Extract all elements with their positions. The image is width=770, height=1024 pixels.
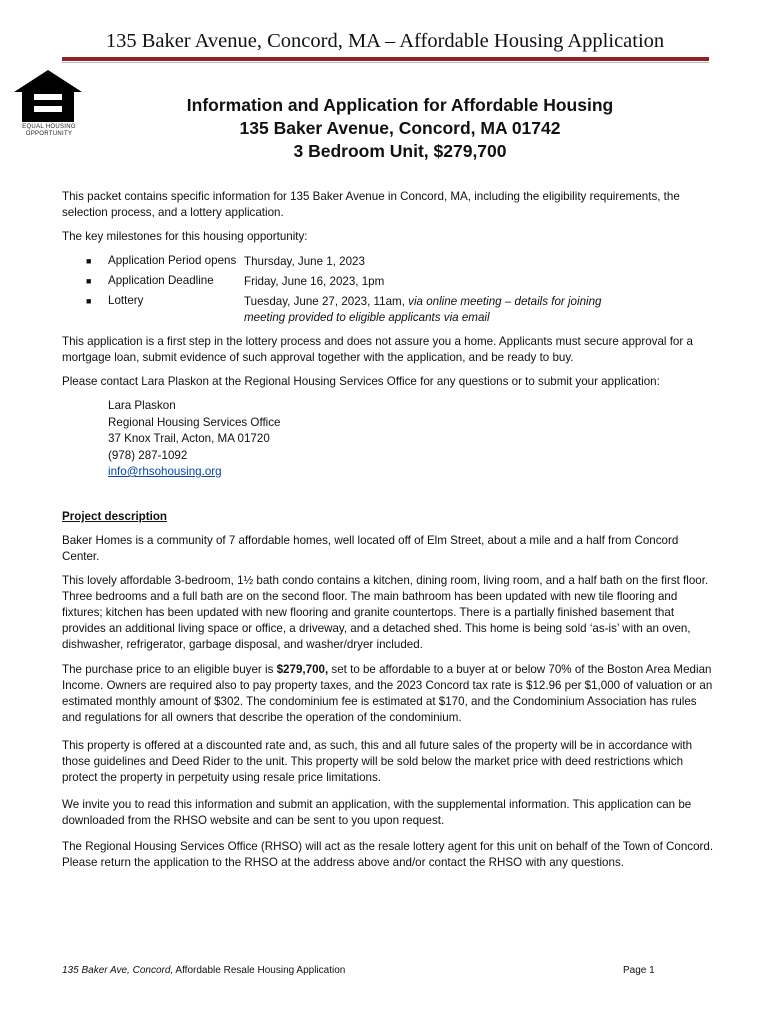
paragraph-invitation: We invite you to read this information and submit an application, with the supplemental information. This application can be downloaded from the RHSO website and can be sent to you upon request. bbox=[62, 798, 692, 827]
document-title bbox=[120, 94, 680, 163]
price-value: $279,700, bbox=[276, 663, 329, 676]
title-line-2: 135 Baker Avenue, Concord, MA 01742 bbox=[239, 118, 561, 138]
milestone-value: Thursday, June 1, 2023 bbox=[244, 255, 365, 268]
contact-block bbox=[108, 398, 281, 481]
section-heading: Project description bbox=[62, 510, 168, 523]
milestones-intro: The key milestones for this housing opportunity: bbox=[62, 230, 308, 243]
price-text-pre: The purchase price to an eligible buyer is bbox=[62, 663, 277, 676]
contact-phone: (978) 287-1092 bbox=[108, 448, 188, 462]
paragraph-rhso: The Regional Housing Services Office (RHSO) will act as the resale lottery agent for this unit on behalf of the Town of Concord. Please return the application to the RHSO at the address above and/or contact the RHSO with any questions. bbox=[62, 840, 714, 869]
first-step-paragraph: This application is a first step in the lottery process and does not assure you a home. Applicants must secure approval for a mortgage loan, submit evidence of such approval together with the application, and be ready to buy. bbox=[62, 335, 693, 364]
footer-title bbox=[62, 965, 345, 976]
logo-caption: EQUAL HOUSING OPPORTUNITY bbox=[22, 124, 76, 137]
paragraph-price bbox=[62, 662, 714, 726]
contact-name: Lara Plaskon bbox=[108, 399, 176, 412]
paragraph-deed-restriction: This property is offered at a discounted rate and, as such, this and all future sales of the property will be in accordance with those guidelines and Deed Rider to the unit. This property will be sold below the market price with deed restrictions which protect the property in perpetuity using resale price limitations. bbox=[62, 739, 693, 784]
contact-intro: Please contact Lara Plaskon at the Regional Housing Services Office for any questions or to submit your application: bbox=[62, 375, 660, 388]
lottery-details: via online meeting – details for joining meeting provided to eligible applicants via email bbox=[244, 295, 602, 324]
milestone-value: Friday, June 16, 2023, 1pm bbox=[244, 275, 385, 288]
title-line-3: 3 Bedroom Unit, $279,700 bbox=[293, 141, 507, 161]
title-line-1: Information and Application for Affordable Housing bbox=[186, 95, 614, 115]
footer-address: 135 Baker Ave, Concord, bbox=[62, 965, 174, 976]
price-text-post: set to be affordable to a buyer at or below 70% of the Boston Area Median Income. Owners are required also to pay property taxes, and the 2023 Concord tax rate is $12.96 per $1,000 of valuation or an estimated monthly amount of $302. The condominium fee is estimated at $170, and the Condominium Association has rules and regulations for all owners that describe the operation of the condominium. bbox=[62, 663, 713, 724]
header-divider bbox=[62, 57, 709, 61]
bullet-icon: ■ bbox=[86, 256, 92, 266]
contact-office: Regional Housing Services Office bbox=[108, 415, 281, 429]
header-divider-thin bbox=[62, 62, 709, 63]
page-number: Page 1 bbox=[623, 965, 655, 976]
milestone-value bbox=[244, 294, 614, 326]
footer-doc-name: Affordable Resale Housing Application bbox=[173, 965, 346, 976]
milestone-label: Application Period opens bbox=[108, 254, 237, 267]
paragraph-community: Baker Homes is a community of 7 affordable homes, well located off of Elm Street, about a mile and a half from Concord Center. bbox=[62, 534, 679, 563]
bullet-icon: ■ bbox=[86, 296, 92, 306]
intro-paragraph: This packet contains specific information for 135 Baker Avenue in Concord, MA, including the eligibility requirements, the selection process, and a lottery application. bbox=[62, 190, 680, 219]
contact-email-link[interactable]: info@rhsohousing.org bbox=[108, 465, 222, 478]
milestone-label: Application Deadline bbox=[108, 274, 214, 287]
contact-address: 37 Knox Trail, Acton, MA 01720 bbox=[108, 432, 270, 445]
milestone-label: Lottery bbox=[108, 294, 144, 307]
bullet-icon: ■ bbox=[86, 276, 92, 286]
page-header-title: 135 Baker Avenue, Concord, MA – Affordable Housing Application bbox=[105, 30, 665, 52]
paragraph-unit-description: This lovely affordable 3-bedroom, 1½ bath condo contains a kitchen, dining room, living room, and a half bath on the first floor. Three bedrooms and a full bath are on the second floor. The main bathroom has been updated with new tile flooring and fixtures; kitchen has been updated with new flooring and granite countertops. There is a partially finished basement that provides an additional living space or office, a driveway, and a detached shed. This home is being sold ‘as-is’ with an oven, dishwasher, refrigerator, garbage disposal, and washer/dryer included. bbox=[62, 574, 709, 651]
lottery-date: Tuesday, June 27, 2023, 11am, bbox=[244, 295, 405, 308]
